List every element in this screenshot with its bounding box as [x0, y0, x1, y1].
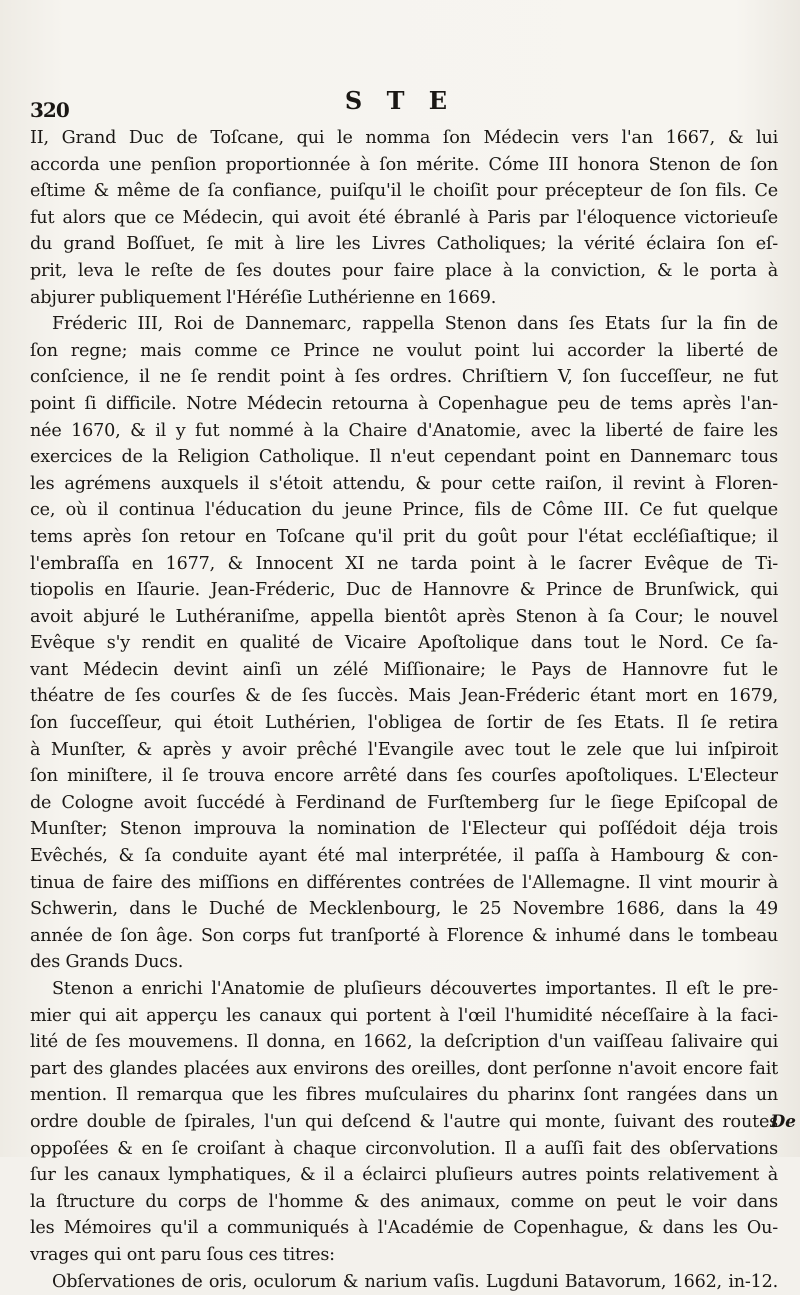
catchword: De: [770, 1112, 796, 1132]
page-number: 320: [30, 98, 69, 122]
running-head: S T E: [344, 86, 456, 115]
text-line: mention. Il remarqua que les fibres muſculaires du pharinx ſont rangées dans un: [30, 1085, 778, 1106]
text-line: vrages qui ont paru ſous ces titres:: [30, 1244, 335, 1265]
text-line: prit, leva le reſte de ſes doutes pour faire place à la conviction, & le porta à: [30, 260, 778, 281]
text-line: Stenon a enrichi l'Anatomie de pluſieurs découvertes importantes. Il eſt le pre-: [52, 979, 778, 999]
text-line: Evêchés, & ſa conduite ayant été mal interprétée, il paſſa à Hambourg & con-: [30, 846, 778, 867]
text-line: vant Médecin devint ainſi un zélé Miſſionaire; le Pays de Hannovre fut le: [30, 659, 778, 680]
text-line: née 1670, & il y fut nommé à la Chaire d'Anatomie, avec la liberté de faire les: [30, 420, 778, 441]
text-line: Fréderic III, Roi de Dannemarc, rappella Stenon dans ſes Etats ſur la fin de: [52, 314, 778, 335]
text-line: tinua de faire des miſſions en différentes contrées de l'Allemagne. Il vint mourir à: [30, 872, 778, 893]
text-line: les agrémens auxquels il s'étoit attendu, & pour cette raiſon, il revint à Floren-: [30, 473, 778, 494]
page-header: [30, 86, 770, 122]
text-line: Evêque s'y rendit en qualité de Vicaire Apoſtolique dans tout le Nord. Ce ſa-: [30, 633, 778, 654]
text-line: mier qui ait apperçu les canaux qui portent à l'œil l'humidité néceſſaire à la faci-: [30, 1005, 778, 1026]
text-line: fut alors que ce Médecin, qui avoit été ébranlé à Paris par l'éloquence victorieuſe: [30, 207, 778, 228]
text-line: tiopolis en Iſaurie. Jean-Fréderic, Duc de Hannovre & Prince de Brunſwick, qui: [30, 580, 778, 601]
text-line: à Munſter, & après y avoir prêché l'Evangile avec tout le zele que lui inſpiroit: [30, 739, 778, 760]
text-line: Obſervationes de oris, oculorum & narium vaſis. Lugduni Batavorum, 1662, in-12.: [52, 1271, 778, 1292]
text-line: II, Grand Duc de Toſcane, qui le nomma ſon Médecin vers l'an 1667, & lui: [30, 128, 778, 148]
text-line: accorda une penſion proportionnée à ſon mérite. Cóme III honora Stenon de ſon: [30, 154, 778, 175]
text-line: année de ſon âge. Son corps fut tranſporté à Florence & inhumé dans le tombeau: [30, 925, 778, 946]
text-line: du grand Boſſuet, ſe mit à lire les Livres Catholiques; la vérité éclaira ſon eſ-: [30, 234, 778, 255]
text-line: Schwerin, dans le Duché de Mecklenbourg, le 25 Novembre 1686, dans la 49: [30, 899, 778, 920]
text-line: lité de ſes mouvemens. Il donna, en 1662, la deſcription d'un vaiſſeau ſalivaire qui: [30, 1032, 778, 1053]
text-line: tems après ſon retour en Toſcane qu'il prit du goût pour l'état eccléſiaſtique; il: [30, 526, 778, 547]
text-line: ce, où il continua l'éducation du jeune Prince, fils de Côme III. Ce fut quelque: [30, 500, 778, 521]
text-line: avoit abjuré le Luthéraniſme, appella bientôt après Stenon à ſa Cour; le nouvel: [30, 606, 778, 627]
text-line: l'embraſſa en 1677, & Innocent XI ne tarda point à le ſacrer Evêque de Ti-: [30, 553, 778, 574]
text-line: ſon ſucceſſeur, qui étoit Luthérien, l'obligea de ſortir de ſes Etats. Il ſe retira: [30, 713, 778, 734]
text-line: exercices de la Religion Catholique. Il n'eut cependant point en Dannemarc tous: [30, 447, 778, 468]
text-line: les Mémoires qu'il a communiqués à l'Académie de Copenhague, & dans les Ou-: [30, 1218, 778, 1239]
text-line: ſur les canaux lymphatiques, & il a éclairci pluſieurs autres points relativement à: [30, 1165, 778, 1186]
text-line: ſon regne; mais comme ce Prince ne voulut point lui accorder la liberté de: [30, 340, 778, 361]
text-line: eſtime & même de ſa confiance, puiſqu'il le choiſit pour précepteur de ſon fils. Ce: [30, 181, 778, 202]
text-line: ordre double de ſpirales, l'un qui deſcend & l'autre qui monte, ſuivant des routes: [30, 1111, 778, 1132]
text-line: théatre de ſes courſes & de ſes ſuccès. Mais Jean-Fréderic étant mort en 1679,: [30, 686, 778, 707]
text-line: la ſtructure du corps de l'homme & des animaux, comme on peut le voir dans: [30, 1191, 778, 1212]
text-line: conſcience, il ne ſe rendit point à ſes ordres. Chriſtiern V, ſon ſucceſſeur, ne fut: [30, 367, 778, 388]
text-line: Munſter; Stenon improuva la nomination de l'Electeur qui poſſédoit déja trois: [30, 819, 778, 840]
body-text: [30, 125, 778, 1295]
text-line: de Cologne avoit ſuccédé à Ferdinand de Furſtemberg ſur le ſiege Epiſcopal de: [30, 792, 778, 813]
text-line: oppoſées & en ſe croiſant à chaque circonvolution. Il a auſſi fait des obſervations: [30, 1138, 778, 1159]
text-line: point ſi difficile. Notre Médecin retourna à Copenhague peu de tems après l'an-: [30, 393, 778, 414]
text-line: des Grands Ducs.: [30, 952, 184, 973]
text-line: ſon miniſtere, il ſe trouva encore arrêté dans ſes courſes apoſtoliques. L'Electeur: [30, 766, 778, 787]
text-line: abjurer publiquement l'Héréſie Luthérienne en 1669.: [30, 287, 497, 308]
text-line: part des glandes placées aux environs des oreilles, dont perſonne n'avoit encore fait: [30, 1058, 778, 1079]
